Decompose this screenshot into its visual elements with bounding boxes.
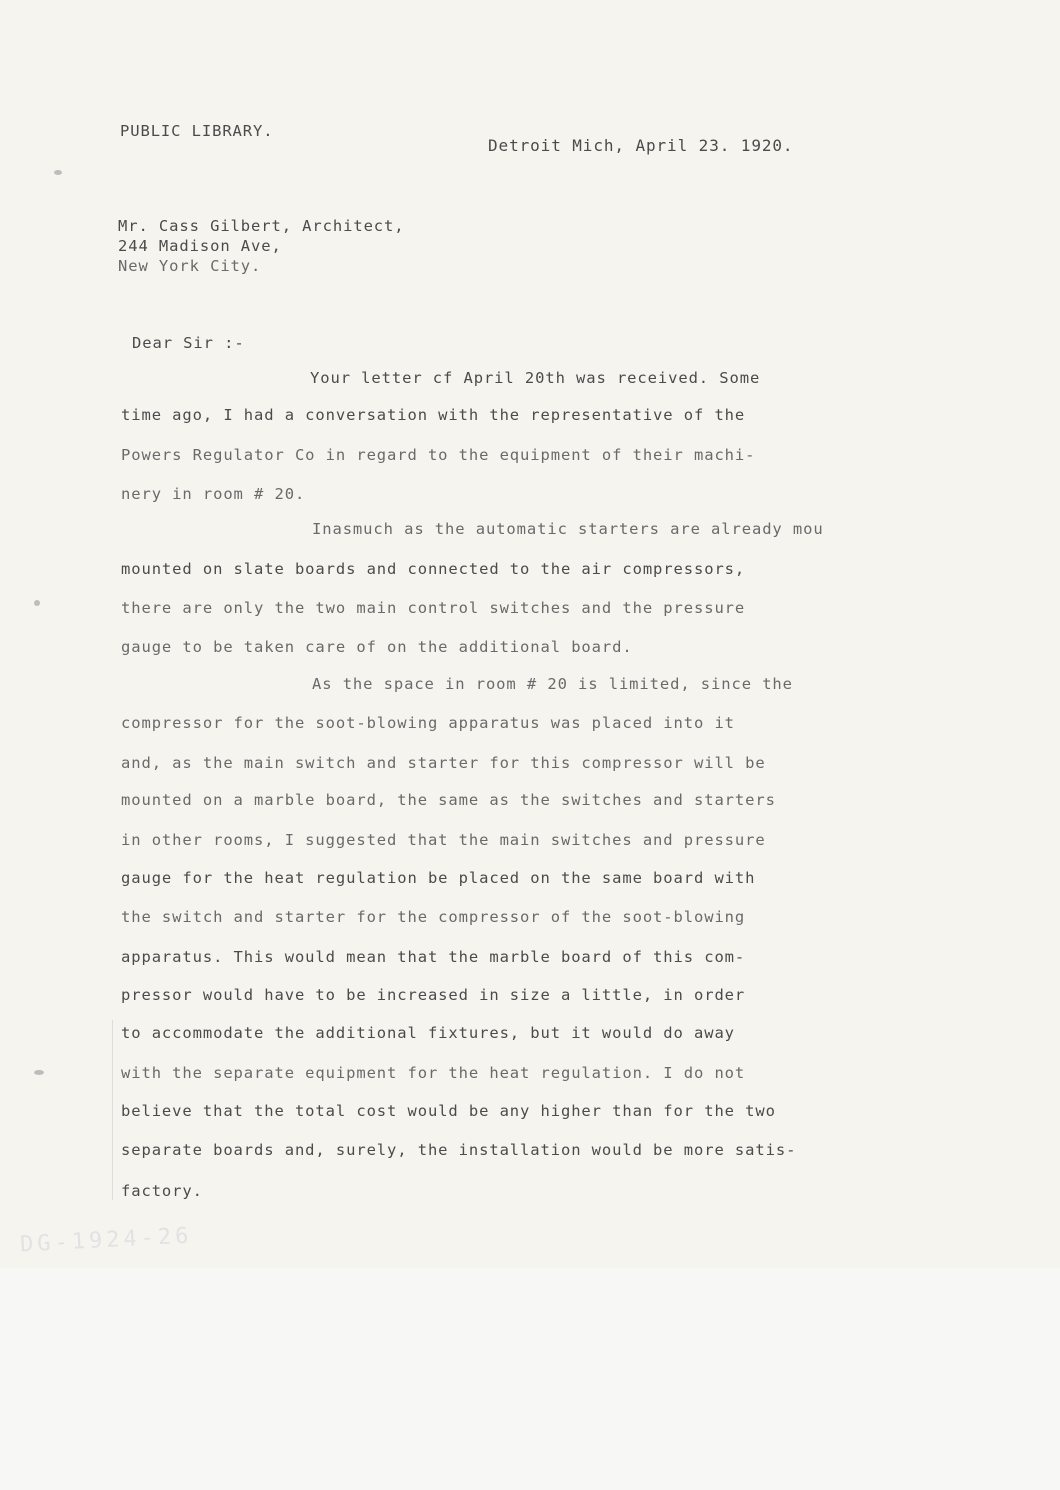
body-line: mounted on a marble board, the same as the switches and starters xyxy=(121,791,776,809)
salutation: Dear Sir :- xyxy=(132,334,245,352)
margin-speck xyxy=(34,600,40,606)
body-line: compressor for the soot-blowing apparatus was placed into it xyxy=(121,714,735,732)
body-line: As the space in room # 20 is limited, since the xyxy=(312,675,793,693)
addressee-line: New York City. xyxy=(118,257,262,275)
body-line: gauge to be taken care of on the additional board. xyxy=(121,638,633,656)
body-line: gauge for the heat regulation be placed on the same board with xyxy=(121,869,756,887)
body-line: to accommodate the additional fixtures, but it would do away xyxy=(121,1024,735,1042)
addressee-line: 244 Madison Ave, xyxy=(118,237,282,255)
body-line: nery in room # 20. xyxy=(121,485,306,503)
body-line: apparatus. This would mean that the marble board of this com- xyxy=(121,948,746,966)
paper-crease xyxy=(112,1020,113,1200)
archive-stamp: DG-1924-26 xyxy=(19,1223,193,1258)
dateline: Detroit Mich, April 23. 1920. xyxy=(488,136,794,155)
body-line: Inasmuch as the automatic starters are already mou xyxy=(312,520,824,538)
body-line: and, as the main switch and starter for this compressor will be xyxy=(121,754,766,772)
margin-speck xyxy=(34,1070,44,1075)
body-line: time ago, I had a conversation with the representative of the xyxy=(121,406,746,424)
body-line: pressor would have to be increased in size a little, in order xyxy=(121,986,746,1004)
margin-speck xyxy=(54,170,62,175)
body-line: in other rooms, I suggested that the main switches and pressure xyxy=(121,831,766,849)
body-line: factory. xyxy=(121,1182,203,1200)
body-line: believe that the total cost would be any higher than for the two xyxy=(121,1102,776,1120)
letterhead: PUBLIC LIBRARY. xyxy=(120,122,274,140)
body-line: Your letter cf April 20th was received. Some xyxy=(310,369,761,387)
scan-backing xyxy=(0,1268,1060,1490)
addressee-line: Mr. Cass Gilbert, Architect, xyxy=(118,217,405,235)
body-line: there are only the two main control switches and the pressure xyxy=(121,599,746,617)
body-line: Powers Regulator Co in regard to the equipment of their machi- xyxy=(121,446,756,464)
body-line: the switch and starter for the compressor of the soot-blowing xyxy=(121,908,746,926)
body-line: separate boards and, surely, the installation would be more satis- xyxy=(121,1141,797,1159)
body-line: with the separate equipment for the heat regulation. I do not xyxy=(121,1064,746,1082)
body-line: mounted on slate boards and connected to the air compressors, xyxy=(121,560,746,578)
